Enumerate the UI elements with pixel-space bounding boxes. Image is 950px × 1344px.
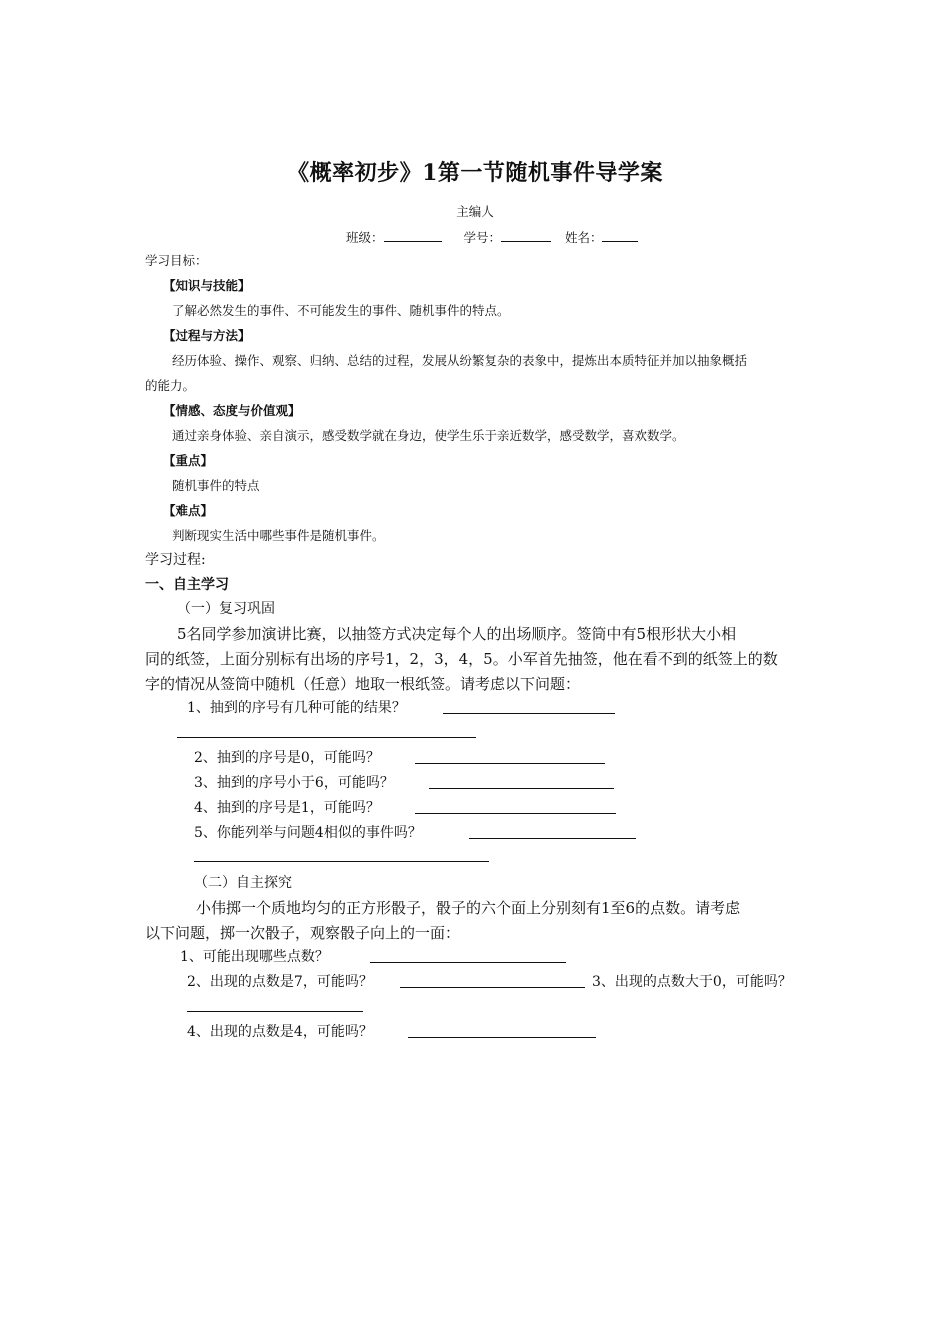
key-point-text: 随机事件的特点 [172, 478, 260, 493]
process-method-text-1: 经历体验、操作、观察、归纳、总结的过程，发展从纷繁复杂的表象中，提炼出本质特征并加以抽象概括 [172, 353, 748, 368]
question-5: 5、你能列举与问题4相似的事件吗？ [194, 825, 422, 841]
part-explore-heading: （二）自主探究 [194, 875, 292, 891]
answer-line-5b[interactable] [194, 861, 489, 862]
part-review-heading: （一）复习巩固 [177, 601, 275, 617]
class-label: 班级： [346, 230, 384, 245]
key-point-heading: 【重点】 [163, 453, 214, 468]
name-label: 姓名： [564, 230, 603, 245]
dice-question-4: 4、出现的点数是4，可能吗？ [187, 1024, 373, 1040]
class-blank[interactable] [384, 227, 442, 242]
emotion-heading: 【情感、态度与价值观】 [163, 403, 301, 418]
dice-answer-line-4[interactable] [408, 1037, 596, 1038]
objectives-heading: 学习目标： [145, 253, 208, 268]
answer-line-4[interactable] [415, 813, 616, 814]
difficulty-text: 判断现实生活中哪些事件是随机事件。 [172, 528, 385, 543]
knowledge-text: 了解必然发生的事件、不可能发生的事件、随机事件的特点。 [172, 303, 510, 318]
answer-line-2[interactable] [415, 763, 605, 764]
author: 主编人 [456, 204, 494, 219]
student-info-row [346, 227, 638, 246]
dice-question-3: 3、出现的点数大于0，可能吗？ [592, 974, 792, 990]
question-4: 4、抽到的序号是1，可能吗？ [194, 800, 380, 816]
dice-answer-line-1[interactable] [370, 962, 566, 963]
explore-paragraph-1: 小伟掷一个质地均匀的正方形骰子，骰子的六个面上分别刻有1至6的点数。请考虑 [196, 899, 741, 917]
dice-answer-line-2[interactable] [400, 987, 585, 988]
review-paragraph-1: 5名同学参加演讲比赛，以抽签方式决定每个人的出场顺序。签筒中有5根形状大小相 [177, 625, 737, 643]
process-method-heading: 【过程与方法】 [163, 328, 251, 343]
answer-line-1a[interactable] [443, 713, 615, 714]
emotion-text: 通过亲身体验、亲自演示，感受数学就在身边，使学生乐于亲近数学，感受数学，喜欢数学。 [172, 428, 685, 443]
explore-paragraph-2: 以下问题，掷一次骰子，观察骰子向上的一面： [145, 924, 461, 942]
number-blank[interactable] [501, 227, 551, 242]
dice-question-1: 1、可能出现哪些点数？ [180, 949, 329, 965]
answer-line-5a[interactable] [469, 838, 636, 839]
name-blank[interactable] [602, 227, 638, 242]
answer-line-3[interactable] [429, 788, 614, 789]
review-paragraph-3: 字的情况从签筒中随机（任意）地取一根纸签。请考虑以下问题： [145, 675, 581, 693]
page-title: 《概率初步》1第一节随机事件导学案 [287, 160, 663, 186]
section-self-study: 一、自主学习 [145, 577, 229, 593]
process-heading: 学习过程: [145, 552, 206, 568]
dice-answer-line-3[interactable] [187, 1011, 363, 1012]
knowledge-heading: 【知识与技能】 [163, 278, 251, 293]
number-label: 学号： [463, 230, 501, 245]
question-1: 1、抽到的序号有几种可能的结果？ [187, 700, 406, 716]
dice-question-2: 2、出现的点数是7，可能吗？ [187, 974, 373, 990]
review-paragraph-2: 同的纸签，上面分别标有出场的序号1，2，3，4，5。小军首先抽签，他在看不到的纸签上的数 [145, 650, 778, 668]
question-3: 3、抽到的序号小于6，可能吗？ [194, 775, 394, 791]
question-2: 2、抽到的序号是0，可能吗？ [194, 750, 380, 766]
difficulty-heading: 【难点】 [163, 503, 214, 518]
process-method-text-2: 的能力。 [145, 378, 196, 393]
answer-line-1b[interactable] [177, 737, 476, 738]
